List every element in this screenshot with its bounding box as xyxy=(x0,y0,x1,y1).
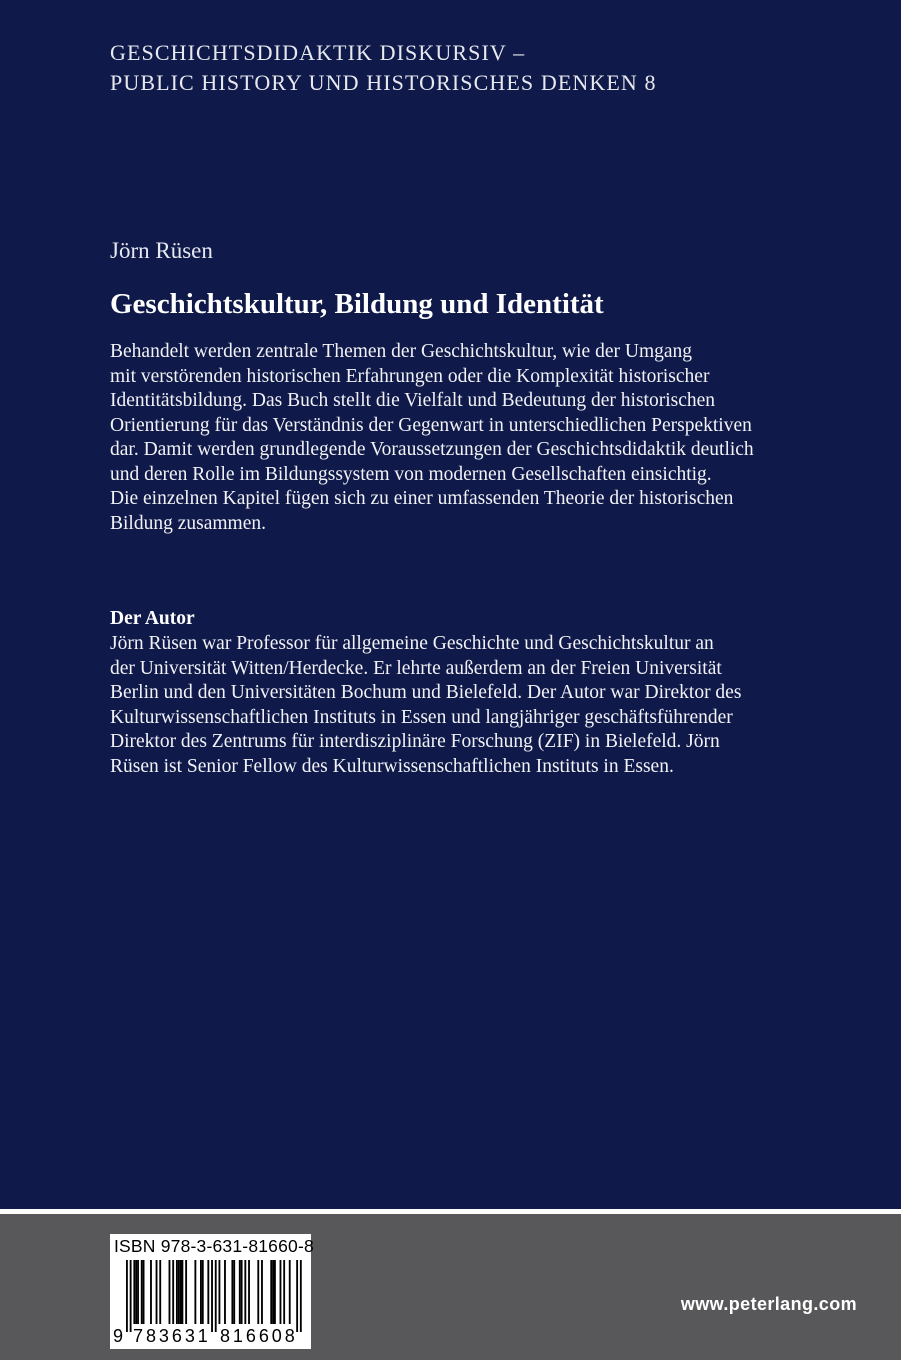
barcode-bar xyxy=(244,1260,246,1324)
barcode-bar xyxy=(233,1260,235,1324)
barcode-bar xyxy=(296,1260,298,1332)
barcode-digit: 7 xyxy=(133,1326,144,1346)
barcode-bar xyxy=(215,1260,217,1332)
author-name: Jörn Rüsen xyxy=(110,238,213,263)
description-line: Identitätsbildung. Das Buch stellt die Vielfalt und Bedeutung der historischen xyxy=(110,390,716,411)
book-title: Geschichtskultur, Bildung und Identität xyxy=(110,288,604,320)
barcode-digit: 6 xyxy=(171,1326,182,1346)
footer-band xyxy=(0,1214,901,1360)
publisher-website: www.peterlang.com xyxy=(680,1294,857,1314)
barcode-digit: 8 xyxy=(284,1326,295,1346)
barcode-digit: 1 xyxy=(197,1326,208,1346)
series-title xyxy=(110,38,657,98)
barcode-bar xyxy=(257,1260,259,1324)
about-line: Berlin und den Universitäten Bochum und Bielefeld. Der Autor war Direktor des xyxy=(110,682,742,703)
description-line: Behandelt werden zentrale Themen der Geschichtskultur, wie der Umgang xyxy=(110,341,693,362)
about-line: Rüsen ist Senior Fellow des Kulturwissenschaftlichen Instituts in Essen. xyxy=(110,755,674,777)
isbn-label: ISBN 978-3-631-81660-8 xyxy=(114,1236,314,1256)
barcode-bar xyxy=(137,1260,139,1324)
barcode-bar xyxy=(143,1260,145,1324)
barcode-bar xyxy=(169,1260,171,1324)
barcode-bar xyxy=(130,1260,132,1332)
about-author-text xyxy=(110,632,870,779)
series-title-line-1: GESCHICHTSDIDAKTIK DISKURSIV – xyxy=(110,40,526,65)
barcode-bar xyxy=(150,1260,152,1324)
about-line: Direktor des Zentrums für interdisziplinäre Forschung (ZIF) in Bielefeld. Jörn xyxy=(110,731,720,752)
series-title-line-2: PUBLIC HISTORY UND HISTORISCHES DENKEN 8 xyxy=(110,70,657,95)
barcode-bar xyxy=(224,1260,226,1324)
barcode-bar xyxy=(207,1260,209,1324)
barcode-bar xyxy=(135,1260,137,1324)
barcode-bar xyxy=(270,1260,272,1324)
barcode-bar xyxy=(274,1260,276,1324)
barcode-digit: 6 xyxy=(245,1326,256,1346)
barcode-bar xyxy=(239,1260,241,1324)
barcode-bar xyxy=(194,1260,196,1324)
description-line: dar. Damit werden grundlegende Voraussetzungen der Geschichtsdidaktik deutlich xyxy=(110,439,754,460)
barcode-bar xyxy=(248,1260,250,1324)
barcode-digit: 3 xyxy=(158,1326,169,1346)
barcode-digit: 8 xyxy=(145,1326,156,1346)
description-line: Bildung zusammen. xyxy=(110,512,266,534)
barcode-bar xyxy=(176,1260,178,1324)
barcode-bar xyxy=(185,1260,187,1324)
barcode-bar xyxy=(219,1260,221,1324)
barcode-bar xyxy=(180,1260,182,1324)
book-description xyxy=(110,340,870,536)
about-author-heading: Der Autor xyxy=(110,608,195,629)
barcode-bar xyxy=(133,1260,135,1324)
barcode-digit: 1 xyxy=(232,1326,243,1346)
barcode-bar xyxy=(231,1260,233,1324)
barcode-bar xyxy=(178,1260,180,1324)
barcode-bar xyxy=(172,1260,174,1324)
barcode-digit: 9 xyxy=(112,1326,124,1346)
barcode-bar xyxy=(202,1260,204,1324)
barcode-bar xyxy=(182,1260,184,1324)
barcode-bar xyxy=(159,1260,161,1324)
description-line: Die einzelnen Kapitel fügen sich zu einer umfassenden Theorie der historischen xyxy=(110,488,734,509)
barcode-bar xyxy=(300,1260,302,1332)
description-line: und deren Rolle im Bildungssystem von modernen Gesellschaften einsichtig. xyxy=(110,463,712,485)
about-line: der Universität Witten/Herdecke. Er lehrte außerdem an der Freien Universität xyxy=(110,657,722,679)
isbn-barcode xyxy=(110,1234,314,1349)
barcode-bar xyxy=(211,1260,213,1332)
barcode-bar xyxy=(156,1260,158,1324)
barcode-bar xyxy=(280,1260,282,1324)
barcode-bar xyxy=(272,1260,274,1324)
barcode-bar xyxy=(261,1260,263,1324)
barcode-digit: 8 xyxy=(219,1326,230,1346)
barcode-digit: 0 xyxy=(271,1326,282,1346)
barcode-digit: 3 xyxy=(184,1326,195,1346)
about-line: Kulturwissenschaftlichen Instituts in Essen und langjähriger geschäftsführender xyxy=(110,706,733,728)
about-line: Jörn Rüsen war Professor für allgemeine Geschichte und Geschichtskultur an xyxy=(110,633,714,654)
barcode-digit: 6 xyxy=(258,1326,269,1346)
barcode-bar xyxy=(241,1260,243,1324)
description-line: mit verstörenden historischen Erfahrungen oder die Komplexität historischer xyxy=(110,365,710,387)
barcode-bar xyxy=(141,1260,143,1324)
barcode-bar xyxy=(126,1260,128,1332)
barcode-bar xyxy=(289,1260,291,1324)
barcode-bar xyxy=(283,1260,285,1324)
barcode-bar xyxy=(200,1260,202,1324)
description-line: Orientierung für das Verständnis der Gegenwart in unterschiedlichen Perspektiven xyxy=(110,414,752,436)
